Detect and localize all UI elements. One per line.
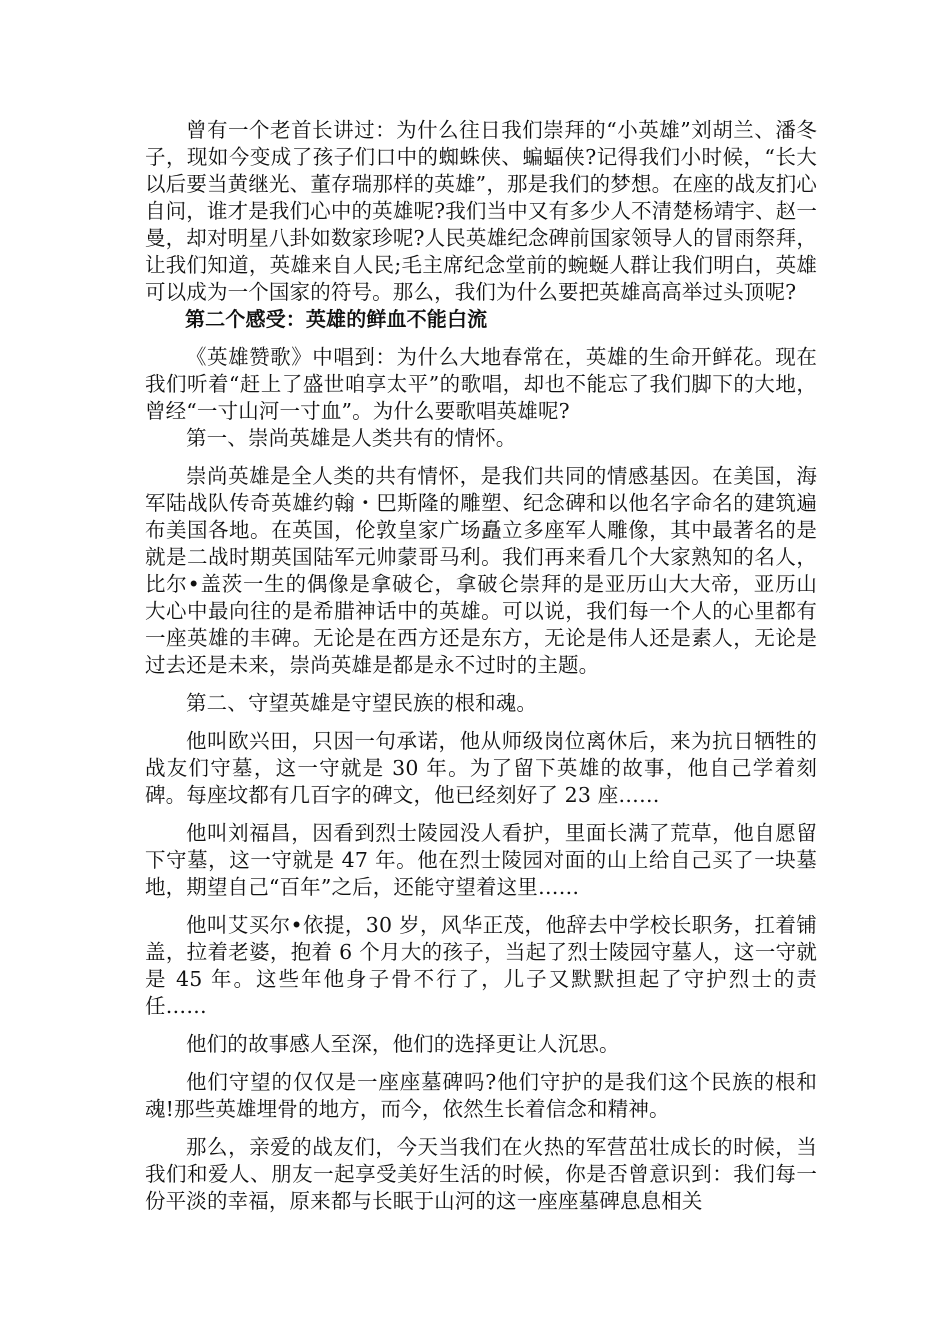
section-heading-second-feeling: 第二个感受：英雄的鲜血不能白流 xyxy=(185,307,488,331)
paragraph-hero-worship: 崇尚英雄是全人类的共有情怀，是我们共同的情感基因。在美国，海军陆战队传奇英雄约翰・巴斯隆的雕塑、纪念碑和以他名字命名的建筑遍布美国各地。在英国，伦敦皇家广场矗立多座军人雕像，其中最著名的是就是二战时期英国陆军元帅蒙哥马利。我们再来看几个大家熟知的名人，比尔•盖茨一生的偶像是拿破仑，拿破仑崇拜的是亚历山大大帝，亚历山大心中最向往的是希腊神话中的英雄。可以说，我们每一个人的心里都有一座英雄的丰碑。无论是在西方还是东方，无论是伟人还是素人，无论是过去还是未来，崇尚英雄是都是永不过时的主题。 xyxy=(145,464,817,677)
paragraph-root-and-soul: 他们守望的仅仅是一座座墓碑吗?他们守护的是我们这个民族的根和魂!那些英雄埋骨的地方，而今，依然生长着信念和精神。 xyxy=(145,1070,817,1121)
paragraph-intro: 曾有一个老首长讲过：为什么往日我们崇拜的“小英雄”刘胡兰、潘冬子，现如今变成了孩子们口中的蜘蛛侠、蝙蝠侠?记得我们小时候，“长大以后要当黄继光、董存瑞那样的英雄”，那是我们的梦想。在座的战友扪心自问，谁才是我们心中的英雄呢?我们当中又有多少人不清楚杨靖宇、赵一曼，却对明星八卦如数家珍呢?人民英雄纪念碑前国家领导人的冒雨祭拜，让我们知道，英雄来自人民;毛主席纪念堂前的蜿蜒人群让我们明白，英雄可以成为一个国家的符号。那么，我们为什么要把英雄高高举过头顶呢? xyxy=(145,118,817,304)
paragraph-liu-fuchang: 他叫刘福昌，因看到烈士陵园没人看护，里面长满了荒草，他自愿留下守墓，这一守就是 47 年。他在烈士陵园对面的山上给自己买了一块墓地，期望自己“百年”之后，还能守望着这里…… xyxy=(145,821,817,899)
paragraph-ou-xingtian: 他叫欧兴田，只因一句承诺，他从师级岗位离休后，来为抗日牺牲的战友们守墓，这一守就是 30 年。为了留下英雄的故事，他自己学着刻碑。每座坟都有几百字的碑文，他已经刻好了 23 座…… xyxy=(145,729,817,807)
paragraph-aimaier-yiti: 他叫艾买尔•依提，30 岁，风华正茂，他辞去中学校长职务，扛着铺盖，拉着老婆，抱着 6 个月大的孩子，当起了烈士陵园守墓人，这一守就是 45 年。这些年他身子骨不行了，儿子又默默担起了守护烈士的责任…… xyxy=(145,913,817,1018)
document-body xyxy=(145,117,817,1215)
paragraph-dear-comrades: 那么，亲爱的战友们，今天当我们在火热的军营茁壮成长的时候，当我们和爱人、朋友一起享受美好生活的时候，你是否曾意识到：我们每一份平淡的幸福，原来都与长眠于山河的这一座座墓碑息息相关 xyxy=(145,1135,817,1213)
subheading-second-point: 第二、守望英雄是守望民族的根和魂。 xyxy=(186,691,538,715)
subheading-first-point: 第一、崇尚英雄是人类共有的情怀。 xyxy=(186,426,517,450)
paragraph-hero-song: 《英雄赞歌》中唱到：为什么大地春常在，英雄的生命开鲜花。现在我们听着“赶上了盛世咱享太平”的歌唱，却也不能忘了我们脚下的大地，曾经“一寸山河一寸血”。为什么要歌唱英雄呢? xyxy=(145,345,817,423)
paragraph-stories-moving: 他们的故事感人至深，他们的选择更让人沉思。 xyxy=(186,1032,620,1056)
